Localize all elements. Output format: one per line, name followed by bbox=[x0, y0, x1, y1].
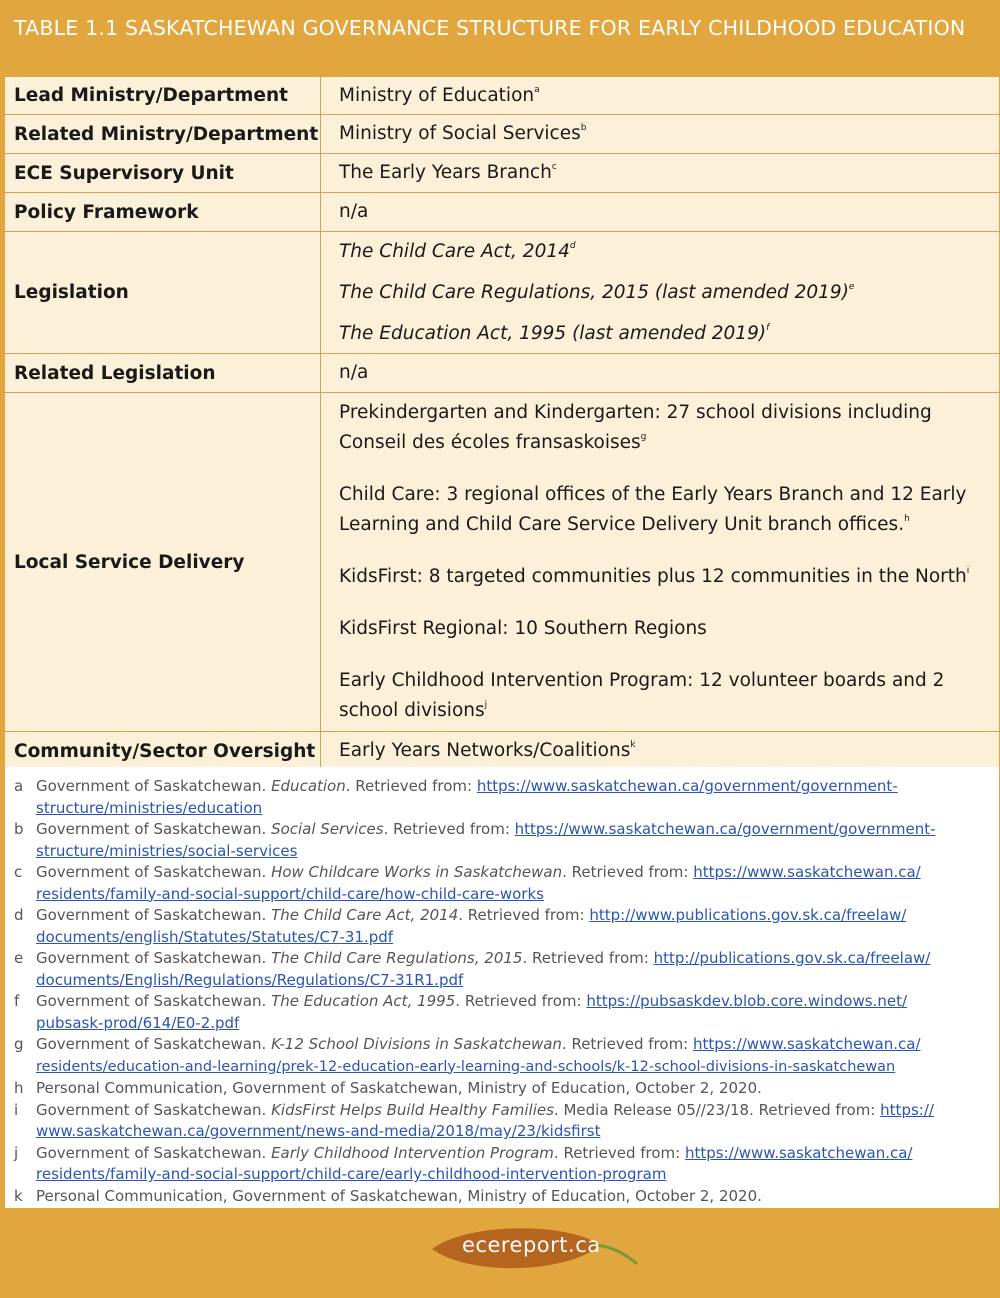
reference-prefix: Government of Saskatchewan. bbox=[36, 863, 272, 881]
reference-letter: h bbox=[14, 1079, 24, 1097]
footnote-marker: d bbox=[569, 241, 576, 251]
reference-prefix: Government of Saskatchewan. bbox=[36, 820, 272, 838]
reference-link[interactable]: https://www.saskatchewan.ca/ bbox=[685, 1143, 913, 1162]
footnote-marker: c bbox=[551, 162, 557, 172]
reference-middle: . Retrieved from: bbox=[553, 1143, 685, 1162]
reference-link[interactable]: documents/english/Statutes/Statutes/C7-31.pdf bbox=[36, 927, 394, 946]
row-value-cell bbox=[321, 77, 999, 114]
reference-item bbox=[14, 1034, 999, 1078]
reference-text: Personal Communication, Government of Saskatchewan, Ministry of Education, October 2, 2020. bbox=[36, 1186, 762, 1205]
reference-link[interactable]: https:// bbox=[880, 1100, 934, 1119]
reference-letter: k bbox=[14, 1186, 23, 1205]
governance-table bbox=[5, 76, 999, 770]
table-row bbox=[5, 732, 999, 770]
reference-letter: e bbox=[14, 949, 24, 967]
reference-middle: . Retrieved from: bbox=[383, 820, 515, 838]
reference-link[interactable]: structure/ministries/social-services bbox=[36, 841, 298, 860]
reference-source: Early Childhood Intervention Program bbox=[271, 1143, 554, 1162]
reference-item bbox=[14, 1100, 999, 1143]
row-value-cell bbox=[321, 115, 999, 153]
row-label-local-service-delivery: Local Service Delivery bbox=[5, 393, 321, 731]
reference-middle: . Retrieved from: bbox=[522, 949, 654, 967]
reference-prefix: Government of Saskatchewan. bbox=[36, 1100, 272, 1119]
reference-source: The Child Care Regulations, 2015 bbox=[271, 949, 523, 967]
reference-prefix: Government of Saskatchewan. bbox=[36, 1143, 272, 1162]
legislation-item: The Child Care Regulations, 2015 (last amended 2019) bbox=[339, 282, 849, 303]
reference-source: The Child Care Act, 2014 bbox=[271, 906, 459, 924]
service-delivery-text: KidsFirst Regional: 10 Southern Regions bbox=[339, 618, 707, 639]
service-delivery-text: KidsFirst: 8 targeted communities plus 12 communities in the North bbox=[339, 566, 967, 587]
reference-middle: . Retrieved from: bbox=[345, 777, 477, 795]
row-value-supervisory-unit: The Early Years Branch bbox=[339, 162, 552, 183]
service-delivery-item bbox=[339, 480, 989, 540]
footnote-marker: f bbox=[766, 323, 770, 333]
reference-link[interactable]: https://www.saskatchewan.ca/government/government- bbox=[476, 777, 898, 795]
service-delivery-item bbox=[339, 562, 989, 592]
reference-middle: . Retrieved from: bbox=[562, 863, 694, 881]
service-delivery-text: Child Care: 3 regional offices of the Early Years Branch and 12 Early Learning and Child Care Service Delivery Unit branch offices. bbox=[339, 484, 967, 535]
legislation-item: The Child Care Act, 2014 bbox=[339, 241, 570, 262]
logo-text: ecereport.ca bbox=[462, 1233, 601, 1257]
service-delivery-text: Prekindergarten and Kindergarten: 27 school divisions including Conseil des écoles fransaskoises bbox=[339, 402, 932, 453]
reference-letter: j bbox=[14, 1143, 19, 1162]
row-label-lead-ministry: Lead Ministry/Department bbox=[5, 77, 321, 114]
reference-letter: b bbox=[14, 820, 24, 838]
reference-letter: f bbox=[14, 992, 20, 1010]
reference-text: Personal Communication, Government of Saskatchewan, Ministry of Education, October 2, 2020. bbox=[36, 1079, 762, 1097]
reference-item bbox=[14, 1186, 999, 1208]
row-label-community-oversight: Community/Sector Oversight bbox=[5, 732, 321, 770]
reference-link[interactable]: residents/family-and-social-support/child-care/how-child-care-works bbox=[36, 884, 544, 903]
reference-link[interactable]: www.saskatchewan.ca/government/news-and-media/2018/may/23/kidsfirst bbox=[36, 1122, 601, 1140]
reference-item bbox=[14, 991, 999, 1034]
row-label-policy-framework: Policy Framework bbox=[5, 193, 321, 231]
reference-link[interactable]: residents/family-and-social-support/child-care/early-childhood-intervention-program bbox=[36, 1165, 667, 1183]
row-value-community-oversight: Early Years Networks/Coalitions bbox=[339, 740, 631, 761]
reference-middle: . Retrieved from: bbox=[561, 1035, 694, 1053]
reference-link[interactable]: residents/education-and-learning/prek-12-education-early-learning-and-schools/k-12-school-divisions-in-saskatchewan bbox=[36, 1058, 896, 1075]
reference-link[interactable]: https://www.saskatchewan.ca/government/government- bbox=[514, 820, 936, 838]
footnote-marker: e bbox=[848, 282, 855, 292]
reference-letter: d bbox=[14, 906, 24, 924]
row-value-cell bbox=[321, 193, 999, 231]
row-value-cell bbox=[321, 732, 999, 770]
table-row bbox=[5, 354, 999, 393]
row-value-related-legislation: n/a bbox=[339, 362, 369, 383]
table-title: TABLE 1.1 SASKATCHEWAN GOVERNANCE STRUCTURE FOR EARLY CHILDHOOD EDUCATION bbox=[14, 16, 966, 40]
reference-middle: . Media Release 05//23/18. Retrieved from: bbox=[553, 1100, 881, 1119]
reference-link[interactable]: http://www.publications.gov.sk.ca/freelaw/ bbox=[589, 906, 907, 924]
reference-source: Education bbox=[271, 777, 346, 795]
footnote-marker: b bbox=[580, 123, 587, 133]
reference-link[interactable]: https://www.saskatchewan.ca/ bbox=[693, 863, 921, 881]
footnote-marker: k bbox=[630, 740, 636, 750]
reference-item bbox=[14, 776, 999, 819]
reference-letter: g bbox=[14, 1035, 24, 1053]
row-label-related-ministry: Related Ministry/Department bbox=[5, 115, 321, 153]
reference-source: K-12 School Divisions in Saskatchewan bbox=[271, 1035, 562, 1053]
reference-item bbox=[14, 862, 999, 905]
row-value-related-ministry: Ministry of Social Services bbox=[339, 123, 581, 144]
reference-item bbox=[14, 948, 999, 991]
reference-item bbox=[14, 1143, 999, 1186]
reference-source: The Education Act, 1995 bbox=[271, 992, 456, 1010]
reference-item bbox=[14, 1078, 999, 1100]
table-row bbox=[5, 193, 999, 232]
row-value-lead-ministry: Ministry of Education bbox=[339, 84, 535, 106]
reference-middle: . Retrieved from: bbox=[455, 992, 587, 1010]
footnote-marker: i bbox=[966, 566, 970, 576]
reference-link[interactable]: documents/English/Regulations/Regulations/C7-31R1.pdf bbox=[36, 970, 464, 989]
table-row bbox=[5, 154, 999, 193]
reference-letter: i bbox=[14, 1100, 19, 1119]
reference-source: Social Services bbox=[271, 820, 384, 838]
reference-letter: a bbox=[14, 777, 24, 795]
reference-prefix: Government of Saskatchewan. bbox=[36, 949, 272, 967]
table-row bbox=[5, 232, 999, 354]
footnote-marker: h bbox=[904, 514, 910, 524]
reference-link[interactable]: http://publications.gov.sk.ca/freelaw/ bbox=[653, 949, 931, 967]
table-row bbox=[5, 393, 999, 732]
table-row bbox=[5, 76, 999, 115]
ecereport-logo[interactable] bbox=[430, 1225, 640, 1277]
reference-item bbox=[14, 819, 999, 862]
reference-link[interactable]: pubsask-prod/614/E0-2.pdf bbox=[36, 1013, 240, 1032]
reference-source: How Childcare Works in Saskatchewan bbox=[271, 863, 563, 881]
reference-link[interactable]: https://pubsaskdev.blob.core.windows.net/ bbox=[586, 992, 908, 1010]
service-delivery-item bbox=[339, 398, 989, 458]
row-value-policy-framework: n/a bbox=[339, 201, 369, 222]
references-list bbox=[5, 767, 999, 1208]
reference-letter: c bbox=[14, 863, 23, 881]
reference-prefix: Government of Saskatchewan. bbox=[36, 777, 272, 795]
row-value-cell bbox=[321, 154, 999, 192]
row-value-cell bbox=[321, 354, 999, 392]
row-value-cell bbox=[321, 393, 999, 731]
footnote-marker: j bbox=[484, 700, 488, 710]
row-value-cell bbox=[321, 232, 999, 353]
reference-prefix: Government of Saskatchewan. bbox=[36, 906, 272, 924]
row-label-legislation: Legislation bbox=[5, 232, 321, 353]
row-label-supervisory-unit: ECE Supervisory Unit bbox=[5, 154, 321, 192]
service-delivery-item bbox=[339, 614, 989, 644]
service-delivery-item bbox=[339, 666, 989, 726]
reference-link[interactable]: structure/ministries/education bbox=[36, 798, 263, 817]
footnote-marker: a bbox=[534, 84, 540, 95]
reference-item bbox=[14, 905, 999, 948]
service-delivery-text: Early Childhood Intervention Program: 12 volunteer boards and 2 school divisions bbox=[339, 670, 945, 721]
reference-middle: . Retrieved from: bbox=[458, 906, 590, 924]
reference-link[interactable]: https://www.saskatchewan.ca/ bbox=[693, 1035, 921, 1053]
legislation-item: The Education Act, 1995 (last amended 2019) bbox=[339, 323, 767, 344]
reference-prefix: Government of Saskatchewan. bbox=[36, 992, 272, 1010]
table-row bbox=[5, 115, 999, 154]
row-label-related-legislation: Related Legislation bbox=[5, 354, 321, 392]
footnote-marker: g bbox=[640, 432, 647, 442]
reference-source: KidsFirst Helps Build Healthy Families bbox=[271, 1100, 554, 1119]
reference-prefix: Government of Saskatchewan. bbox=[36, 1035, 272, 1053]
